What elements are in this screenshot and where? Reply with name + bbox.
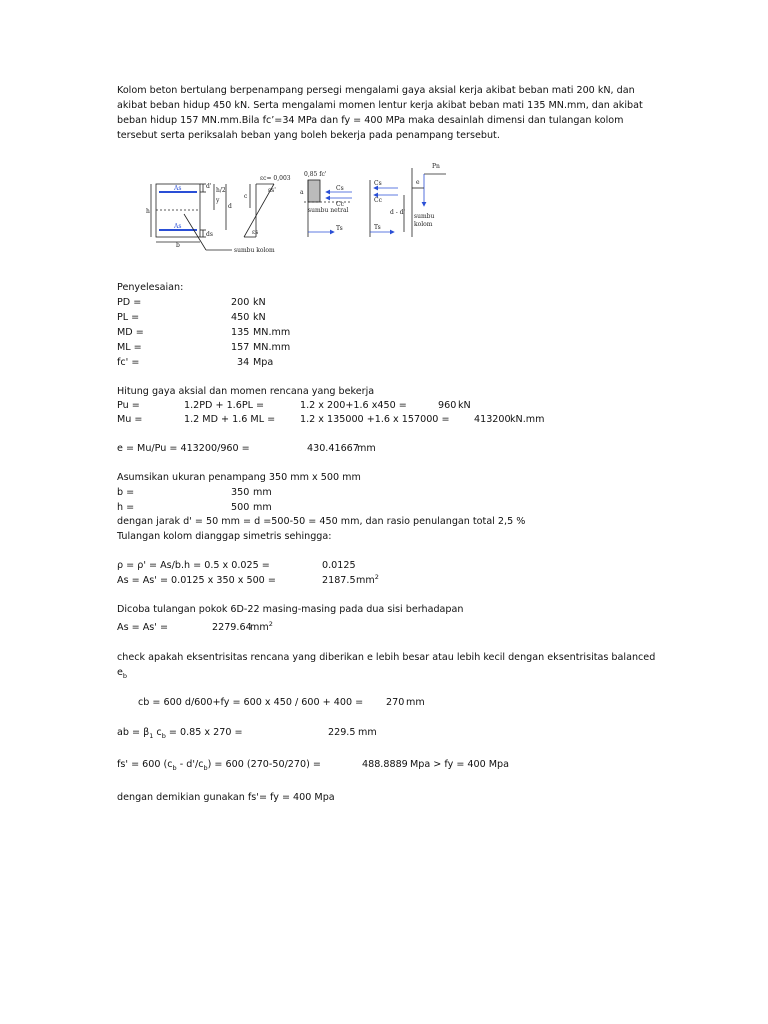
cb-unit: mm (406, 697, 425, 708)
fig-ts: Ts (336, 225, 343, 232)
h-unit: mm (253, 502, 272, 513)
b-value: 350 (231, 487, 250, 498)
ab-expr: ab = $\beta_1$ $c_b = 0.85$ x 270 = (117, 727, 243, 740)
fig-sumbu: sumbu (414, 213, 435, 220)
given-ml-name: ML = (117, 342, 142, 353)
eccentricity-unit: mm (357, 443, 376, 454)
eb-symbol: $e_b$ (117, 667, 128, 680)
ab-unit: mm (358, 727, 377, 738)
check-text: check apakah eksentrisitas rencana yang diberikan e lebih besar atau lebih kecil dengan eksentrisitas balanced (117, 652, 656, 663)
fig-ds: ds (206, 231, 213, 238)
fig-a: a (300, 189, 304, 196)
solution-heading: Penyelesaian: (117, 282, 184, 293)
cb-value: 270 (386, 697, 405, 708)
given-pd-value: 200 (231, 297, 250, 308)
stress-block (308, 180, 320, 202)
as-expr: As = As' = 0.0125 x 350 x 500 = (117, 575, 276, 586)
pu-name: Pu = (117, 400, 140, 411)
h-value: 500 (231, 502, 250, 513)
mu-calc: 1.2 x 135000 +1.6 x 157000 = (300, 414, 450, 425)
as-value: 2187.5 (322, 575, 356, 586)
fs-tail: Mpa > fy = 400 Mpa (410, 759, 510, 770)
design-heading: Hitung gaya aksial dan momen rencana yang bekerja (117, 386, 375, 397)
fig-sumbu-kolom: sumbu kolom (234, 247, 275, 254)
fig-b: b (176, 242, 180, 249)
fig-cc2: Cc (374, 197, 382, 204)
fig-c: c (244, 193, 248, 200)
pu-value: 960 (438, 400, 457, 411)
eccentricity-value: 430.41667 (307, 443, 359, 454)
fig-d-minus-d: d - d' (390, 209, 406, 216)
fig-as-top: As (174, 185, 182, 192)
mu-unit: kN.mm (510, 414, 545, 425)
fig-cs2: Cs (374, 180, 382, 187)
pu-formula: 1.2PD + 1.6PL = (184, 400, 265, 411)
mu-name: Mu = (117, 414, 143, 425)
mu-value: 413200 (474, 414, 511, 425)
given-md-name: MD = (117, 327, 144, 338)
pu-calc: 1.2 x 200+1.6 x450 = (300, 400, 407, 411)
fig-cc: Cc (336, 201, 344, 208)
fs-expr: fs' = 600 $(c_b - d'/c_b) = 600$ (270-50/270) = (117, 759, 321, 772)
fig-pn: Pn (432, 163, 440, 170)
given-pl-value: 450 (231, 312, 250, 323)
rho-value: 0.0125 (322, 560, 356, 571)
cb-expr: cb = 600 d/600+fy = 600 x 450 / 600 + 400 = (138, 697, 364, 708)
as2-value: 2279.64 (212, 622, 252, 633)
problem-line-4: tersebut serta periksalah beban yang boleh bekerja pada penampang tersebut. (117, 130, 500, 141)
problem-line-3: beban hidup 157 MN.mm.Bila fc’=34 MPa dan fy = 400 MPa maka desainlah dimensi dan tulangan kolom (117, 115, 624, 126)
fig-half-h: h/2 (216, 187, 226, 194)
pu-unit: kN (458, 400, 471, 411)
fig-cs: Cs (336, 185, 344, 192)
fig-eps-s-prime: εs' (268, 187, 276, 194)
fs-value: 488.8889 (362, 759, 408, 770)
given-pl-name: PL = (117, 312, 140, 323)
b-unit: mm (253, 487, 272, 498)
given-fc-name: fc' = (117, 357, 140, 368)
fig-e: e (416, 179, 420, 186)
ab-value: 229.5 (328, 727, 356, 738)
fig-eps-c: εc= 0,003 (260, 175, 291, 182)
conclusion-text: dengan demikian gunakan fs'= fy = 400 Mpa (117, 792, 335, 803)
problem-line-1: Kolom beton bertulang berpenampang persegi mengalami gaya aksial kerja akibat beban mati 200 kN, dan (117, 85, 635, 96)
given-ml-value: 157 (231, 342, 250, 353)
fig-sumbu-netral: sumbu netral (308, 207, 349, 214)
fig-d: d (228, 203, 232, 210)
fig-stress: 0,85 fc' (304, 171, 327, 178)
given-pl-unit: kN (253, 312, 266, 323)
given-pd-name: PD = (117, 297, 142, 308)
fig-as-bot: As (174, 223, 182, 230)
given-md-value: 135 (231, 327, 250, 338)
fig-d-prime: d' (206, 183, 212, 190)
given-fc-unit: Mpa (253, 357, 274, 368)
trial-text: Dicoba tulangan pokok 6D-22 masing-masing pada dua sisi berhadapan (117, 604, 464, 615)
as-unit: $mm^2$ (356, 572, 379, 586)
assume-text: Asumsikan ukuran penampang 350 mm x 500 mm (117, 472, 361, 483)
spacing-text: dengan jarak d' = 50 mm = d =500-50 = 450 mm, dan rasio penulangan total 2,5 % (117, 516, 526, 527)
mu-formula: 1.2 MD + 1.6 ML = (184, 414, 276, 425)
column-section-diagram (146, 158, 456, 258)
fig-kolom: kolom (414, 221, 433, 228)
given-ml-unit: MN.mm (253, 342, 291, 353)
h-name: h = (117, 502, 135, 513)
fig-h: h (146, 208, 150, 215)
fig-eps-s: εs (252, 229, 259, 236)
given-fc-value: 34 (237, 357, 250, 368)
b-name: b = (117, 487, 135, 498)
given-md-unit: MN.mm (253, 327, 291, 338)
problem-line-2: akibat beban hidup 450 kN. Serta mengalami momen lentur kerja akibat beban mati 135 MN.mm, dan akibat (117, 100, 643, 111)
symmetric-text: Tulangan kolom dianggap simetris sehingga: (117, 531, 332, 542)
rho-expr: ρ = ρ' = As/b.h = 0.5 x 0.025 = (117, 560, 270, 571)
eccentricity-expr: e = Mu/Pu = 413200/960 = (117, 443, 250, 454)
as2-expr: As = As' = (117, 622, 168, 633)
as2-unit: $mm^2$ (250, 619, 273, 633)
fig-y: y (216, 197, 220, 204)
given-pd-unit: kN (253, 297, 266, 308)
fig-ts2: Ts (374, 224, 381, 231)
